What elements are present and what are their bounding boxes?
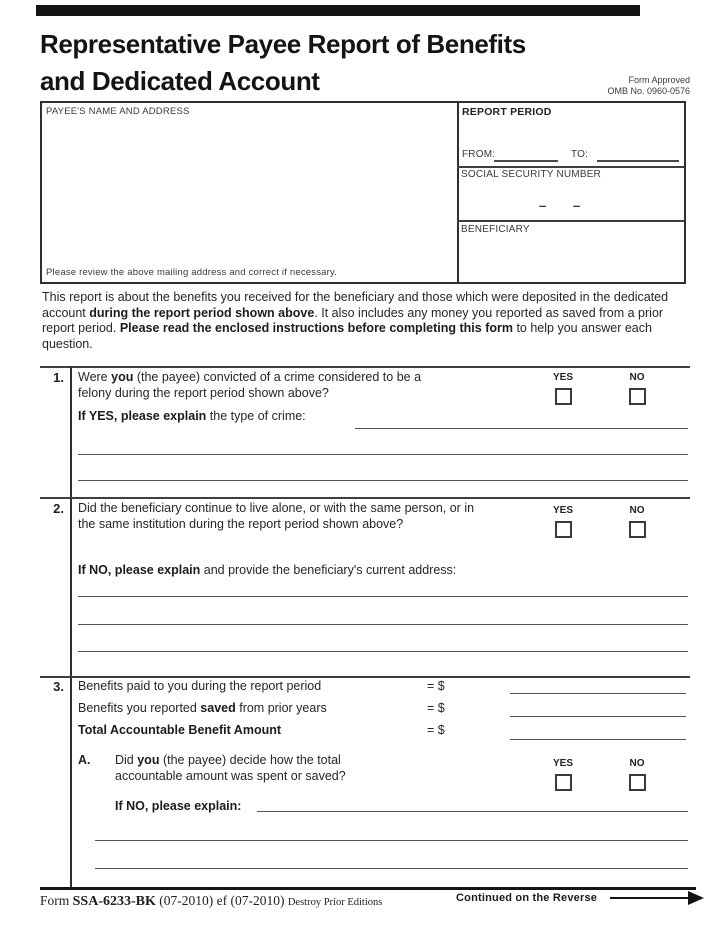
q3a-text-2: (the payee) decide how the total accountable amount was spent or saved? xyxy=(115,753,346,783)
q3-row2-post: from prior years xyxy=(235,701,327,715)
q1-text-bold: you xyxy=(111,370,134,384)
continue-arrow-line xyxy=(610,897,690,899)
q1-prompt-rest: the type of crime: xyxy=(206,409,306,423)
q1-answer-line-3[interactable] xyxy=(78,480,688,481)
ssn-dash-2: – xyxy=(573,198,581,213)
payee-review-note: Please review the above mailing address and correct if necessary. xyxy=(46,267,338,278)
footer-form-word: Form xyxy=(40,893,73,908)
intro-text-1: This report is about the benefits you received for the beneficiary and those which were deposited in the dedicated account xyxy=(42,290,669,320)
beneficiary-field[interactable] xyxy=(462,238,677,278)
q3-row3-amount-line[interactable] xyxy=(510,739,686,740)
intro-text-bold-1: during the report period shown above xyxy=(89,305,315,320)
q3-row3-eq: = $ xyxy=(427,723,445,737)
ssn-label: SOCIAL SECURITY NUMBER xyxy=(461,169,601,180)
q1-prompt-bold: If YES, please explain xyxy=(78,409,207,423)
q2-question-text: Did the beneficiary continue to live alone, or with the same person, or in the same institution during the report period shown above? xyxy=(78,501,475,531)
header-divider-ssn xyxy=(457,166,684,168)
top-black-bar xyxy=(36,5,640,16)
q3a-no-label: NO xyxy=(629,758,645,769)
footer-rule xyxy=(40,887,696,890)
payee-name-address-field[interactable] xyxy=(46,122,446,262)
from-label: FROM: xyxy=(462,149,496,160)
from-date-field[interactable] xyxy=(494,160,558,162)
q2-answer-line-3[interactable] xyxy=(78,651,688,652)
to-label: TO: xyxy=(571,149,589,160)
q1-answer-line-1[interactable] xyxy=(355,428,688,429)
q3-row2-eq: = $ xyxy=(427,701,445,715)
q2-yes-label: YES xyxy=(552,505,573,516)
q3a-answer-line-3[interactable] xyxy=(95,868,688,869)
q3a-answer-line-1[interactable] xyxy=(257,811,688,812)
q2-answer-line-2[interactable] xyxy=(78,624,688,625)
form-title-line1: Representative Payee Report of Benefits xyxy=(40,29,526,59)
q2-prompt-rest: and provide the beneficiary's current address: xyxy=(200,563,457,577)
payee-name-address-label: PAYEE'S NAME AND ADDRESS xyxy=(46,106,190,117)
form-title xyxy=(40,26,526,100)
q3-row2-amount-line[interactable] xyxy=(510,716,686,717)
omb-number: OMB No. 0960-0576 xyxy=(607,85,690,96)
q1-question-text xyxy=(78,370,456,401)
intro-text-bold-2: Please read the enclosed instructions before completing this form xyxy=(119,321,513,335)
q3a-answer-line-2[interactable] xyxy=(95,840,688,841)
q2-no-checkbox[interactable] xyxy=(629,521,646,538)
form-title-line2: and Dedicated Account xyxy=(40,66,320,96)
q2-explain-prompt xyxy=(78,563,558,579)
q3a-text-1: Did xyxy=(115,753,138,767)
footer-form-id xyxy=(40,893,382,910)
q3a-no-checkbox[interactable] xyxy=(629,774,646,791)
q3-row2-label xyxy=(78,701,423,717)
q3-row3-bold: Total Accountable Benefit Amount xyxy=(78,723,282,737)
beneficiary-label: BENEFICIARY xyxy=(461,224,530,235)
q3a-letter: A. xyxy=(78,753,91,767)
divider-q3-top xyxy=(40,676,690,678)
q1-text-1: Were xyxy=(78,370,112,384)
q3-row1-amount-line[interactable] xyxy=(510,693,686,694)
divider-q2-top xyxy=(40,497,690,499)
q3-row1-eq: = $ xyxy=(427,679,445,693)
q1-explain-prompt xyxy=(78,409,498,425)
q3-row2-text: Benefits you reported xyxy=(78,701,201,715)
q3-row2-bold: saved xyxy=(200,701,236,715)
q2-number: 2. xyxy=(53,501,64,516)
q3a-question-text xyxy=(115,753,405,784)
q1-yes-label: YES xyxy=(552,372,573,383)
intro-text-3: to help you answer each question. xyxy=(42,321,652,351)
q3a-yes-label: YES xyxy=(552,758,573,769)
intro-text-2: . It also includes any money you reported as saved from a prior report period. xyxy=(42,305,664,335)
q3a-prompt-bold: If NO, please explain: xyxy=(115,799,242,813)
q1-answer-line-2[interactable] xyxy=(78,454,688,455)
divider-q1-top xyxy=(40,366,690,368)
q3-number: 3. xyxy=(53,679,64,694)
q2-prompt-bold: If NO, please explain xyxy=(78,563,201,577)
q1-number: 1. xyxy=(53,370,64,385)
question-number-rule xyxy=(70,366,72,887)
footer-destroy-note: Destroy Prior Editions xyxy=(287,897,383,908)
q3-row1-label xyxy=(78,679,423,695)
ssn-field[interactable] xyxy=(462,185,677,217)
form-approved-text: Form Approved xyxy=(628,75,690,85)
ssn-dash-1: – xyxy=(539,198,547,213)
q3a-yes-checkbox[interactable] xyxy=(555,774,572,791)
report-period-label: REPORT PERIOD xyxy=(462,106,552,118)
omb-approval xyxy=(540,75,690,96)
q1-no-checkbox[interactable] xyxy=(629,388,646,405)
q2-no-label: NO xyxy=(629,505,645,516)
q3a-text-bold: you xyxy=(137,753,160,767)
q2-yes-checkbox[interactable] xyxy=(555,521,572,538)
q3a-explain-prompt xyxy=(115,799,315,815)
header-divider-beneficiary xyxy=(457,220,684,222)
footer-edition: (07-2010) ef (07-2010) xyxy=(155,893,288,908)
q1-no-label: NO xyxy=(629,372,645,383)
continue-arrow-icon xyxy=(688,891,704,905)
q1-yes-checkbox[interactable] xyxy=(555,388,572,405)
q3-row3-label xyxy=(78,723,423,739)
header-box-divider xyxy=(457,101,459,284)
footer-form-number: SSA-6233-BK xyxy=(72,894,156,909)
q3-row1-text: Benefits paid to you during the report period xyxy=(78,679,322,693)
continued-on-reverse-label: Continued on the Reverse xyxy=(456,892,598,904)
q2-answer-line-1[interactable] xyxy=(78,596,688,597)
q1-text-2: (the payee) convicted of a crime considered to be a felony during the report period shown above? xyxy=(78,370,422,400)
intro-paragraph xyxy=(42,290,697,352)
to-date-field[interactable] xyxy=(597,160,679,162)
